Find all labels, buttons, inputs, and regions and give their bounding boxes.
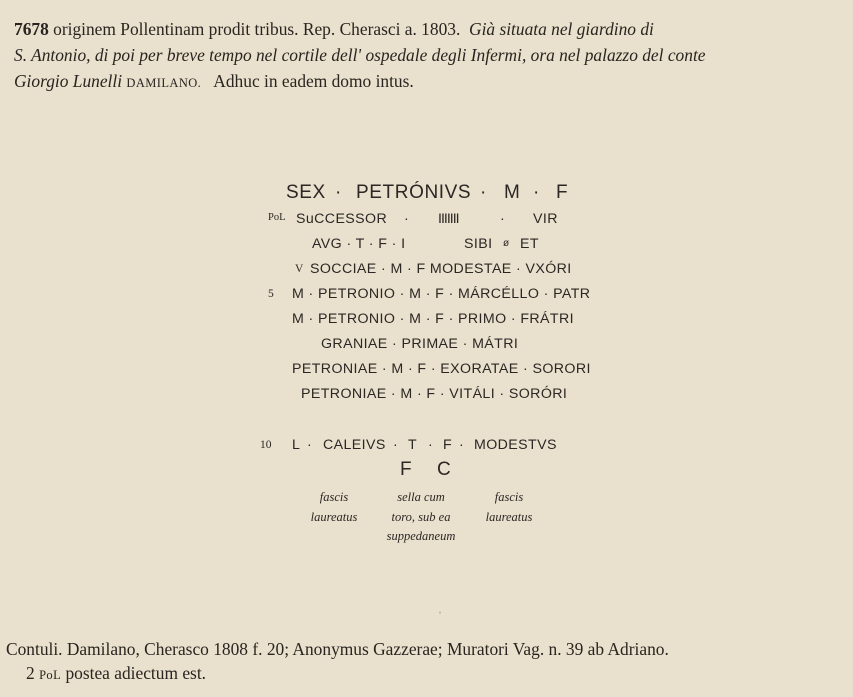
header-italic-note: Già situata nel giardino di bbox=[469, 19, 654, 39]
inscription-line-8 bbox=[0, 362, 853, 386]
caption-line: toro, sub ea bbox=[391, 509, 451, 524]
ins-word: F bbox=[443, 437, 453, 453]
line-prefix: PoL bbox=[268, 212, 286, 223]
ins-word: MODESTVS bbox=[474, 437, 557, 453]
inscription-line-9 bbox=[0, 387, 853, 411]
inscription-line-6 bbox=[0, 312, 853, 336]
ins-dot: · bbox=[500, 211, 506, 227]
line-number: 10 bbox=[260, 439, 272, 451]
line-prefix: V bbox=[295, 263, 304, 275]
ins-word: SEX bbox=[286, 182, 326, 203]
ins-line-text: M · PETRONIO · M · F · PRIMO · FRÁTRI bbox=[292, 311, 574, 327]
ins-dot: · bbox=[428, 437, 434, 453]
inscription-line-7 bbox=[0, 337, 853, 361]
header-line-1 bbox=[14, 21, 654, 38]
ins-phrase: AVG · T · F · I bbox=[312, 236, 406, 252]
ins-word: SIBI bbox=[464, 236, 493, 252]
caption-left bbox=[300, 491, 368, 523]
inscription-line-1 bbox=[0, 183, 853, 207]
header-line-2 bbox=[14, 47, 706, 64]
ins-dot: · bbox=[533, 182, 540, 203]
header-smallcaps-name: DAMILANO. bbox=[126, 76, 202, 90]
inscription-line-3 bbox=[0, 237, 853, 261]
ins-word: F bbox=[400, 459, 413, 480]
ins-line-text: GRANIAE · PRIMAE · MÁTRI bbox=[321, 336, 519, 352]
ins-dot: · bbox=[480, 182, 487, 203]
caption-center bbox=[376, 491, 466, 543]
ins-word: C bbox=[437, 459, 452, 480]
ins-line-text: SOCCIAE · M · F MODESTAE · VXÓRI bbox=[310, 261, 572, 277]
caption-line: fascis bbox=[319, 490, 349, 504]
inscription-line-11 bbox=[0, 460, 853, 484]
entry-number: 7678 bbox=[14, 19, 49, 39]
header-text: originem Pollentinam prodit tribus. Rep. Cherasci a. 1803. bbox=[53, 19, 461, 39]
inscription-line-4 bbox=[0, 262, 853, 286]
header-italic-note-2: S. Antonio, di poi per breve tempo nel cortile dell' ospedale degli Infermi, ora nel palazzo del conte bbox=[14, 45, 706, 65]
ins-word: T bbox=[408, 437, 418, 453]
caption-line: suppedaneum bbox=[386, 529, 456, 543]
ins-line-text: PETRONIAE · M · F · EXORATAE · SORORI bbox=[292, 361, 591, 377]
ins-dot: · bbox=[335, 182, 342, 203]
footer-note: postea adiectum est. bbox=[65, 663, 206, 683]
ins-dot: · bbox=[459, 437, 465, 453]
ins-line-text: M · PETRONIO · M · F · MÁRCÉLLO · PATR bbox=[292, 286, 591, 302]
footer-line-number: 2 bbox=[26, 663, 35, 683]
header-text-3: Adhuc in eadem domo intus. bbox=[213, 71, 414, 91]
caption-line: fascis bbox=[494, 490, 524, 504]
ins-word: SuCCESSOR bbox=[296, 211, 388, 227]
ins-line-text: PETRONIAE · M · F · VITÁLI · SORÓRI bbox=[301, 386, 568, 402]
ins-dot: · bbox=[404, 211, 410, 227]
caption-right bbox=[475, 491, 543, 523]
ins-numeral: IIIIIII bbox=[438, 211, 459, 227]
caption-line: laureatus bbox=[310, 509, 358, 524]
header-italic-note-3: Giorgio Lunelli bbox=[14, 71, 123, 91]
ins-dot: · bbox=[393, 437, 399, 453]
header-line-3 bbox=[14, 73, 414, 90]
caption-line: laureatus bbox=[485, 509, 533, 524]
inscription-line-10 bbox=[0, 438, 853, 462]
ins-dot: · bbox=[307, 437, 313, 453]
footer-smallcaps: PoL bbox=[39, 668, 62, 682]
paper-speck: ˌ bbox=[438, 600, 442, 614]
ins-word: F bbox=[556, 182, 569, 203]
ins-word: CALEIVS bbox=[323, 437, 386, 453]
caption-line: sella cum bbox=[397, 490, 445, 504]
inscription-line-5 bbox=[0, 287, 853, 311]
ins-word: ET bbox=[520, 236, 539, 252]
footer-line-2 bbox=[26, 665, 206, 682]
ins-word: L bbox=[292, 437, 301, 453]
line-number: 5 bbox=[268, 288, 274, 300]
ins-word: VIR bbox=[533, 211, 558, 227]
inscription-line-2 bbox=[0, 212, 853, 236]
footer-citation: Contuli. Damilano, Cherasco 1808 f. 20; Anonymus Gazzerae; Muratori Vag. n. 39 ab Adriano. bbox=[6, 639, 669, 659]
footer-line-1 bbox=[6, 641, 669, 658]
ins-word: M bbox=[504, 182, 521, 203]
ins-leaf-mark: ø bbox=[503, 238, 510, 249]
ins-word: PETRÓNIVS bbox=[356, 182, 472, 203]
